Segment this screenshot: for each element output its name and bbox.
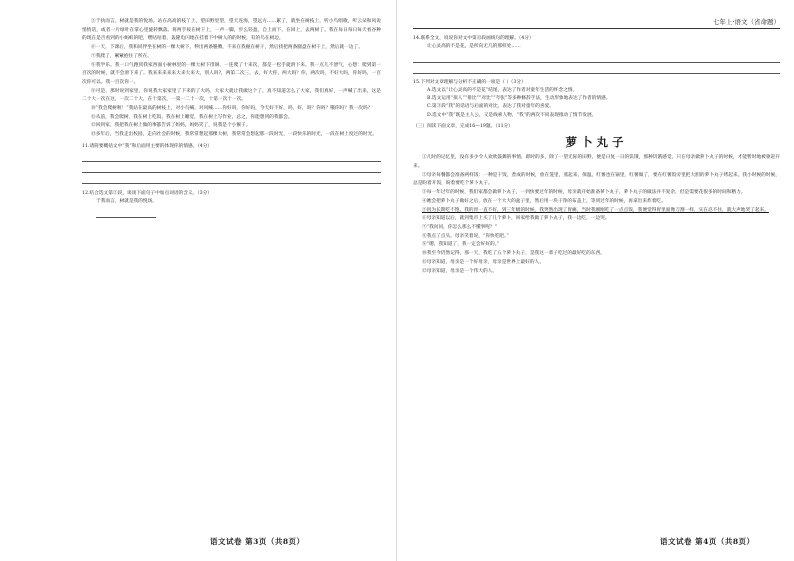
paragraph-12: ⑫回到家，我把我在树上做的事都告诉了妈妈，妈妈笑了，说我是个小猴子。	[91, 123, 251, 129]
paragraph-6: ⑥一天，下课后，我和同伴坐在树的一棵大树下，伸出两条胳膊，不来在我握在树干，然后找把两条腿盘在树干上，然后就一边了。	[91, 45, 363, 51]
option-a: A.选文以“让心灵高的不是花”结尾，表达了作者对童年生活的怀念之情。	[427, 87, 578, 93]
article-paragraph-10: ⑩我至今仍然记得，那一天，我吃了五个萝卜丸子，是我这一辈子吃过的最好吃的东西。	[422, 251, 605, 257]
question-14: 14.联系全文，说说你对文中第⑬段画线句的理解。（4分）	[413, 36, 534, 41]
article-paragraph-11: ⑪母亲知道，母亲是一个好母亲，母亲是世界上最好的人。	[422, 259, 544, 265]
option-b: B.选文运用“拟人”“排比”“对比”“夸张”等多种修辞手法，生动形象地表达了作者的情感。	[427, 96, 611, 102]
question-11: 11.请简要概括文中“我”和后面用主要的体现你的情感。（4分）	[82, 143, 213, 149]
answer-line[interactable]	[82, 163, 381, 173]
article-paragraph-3: ③每一年过年的时候，我们家都会做萝卜丸子，一到快要过年的时候，母亲就开始准备萝卜丸子，萝卜丸子的做法并不复杂，但是需要花很多的时间和精力。	[422, 190, 746, 196]
answer-line[interactable]	[96, 208, 156, 218]
question-12-quote: 于我而言，树就是我的悦场。	[96, 199, 157, 205]
answer-line[interactable]	[82, 174, 381, 184]
answer-line[interactable]	[82, 152, 381, 162]
article-paragraph-9: ⑨“嗯，我知道了，我一定会好好的。”	[422, 242, 500, 248]
question-14-quote: 让心灵高的不是花，是所向无几的那样处……	[427, 44, 521, 50]
option-d: D.选文中“我”既是主人公，又是线索人物，“我”的两次不同表现推动了情节发展。	[427, 112, 597, 118]
page-footer: 语文试卷 第3页（共8页）	[210, 537, 305, 546]
section-heading: （三）阅读下面文章，完成16—19题。（11分）	[413, 124, 513, 130]
option-c: C.第③段“我”的话语与后面的对比，表达了我对童年的喜爱。	[427, 104, 554, 110]
paragraph-5: ⑤于执而言，树就是我的悦场。站在高高的枝丫上，望田野里望，望天连海，望远方……累了，就坐在树枝上，听小鸟唱歌，听云朵和风说悄悄话，或者一片绿叶在掌心里旋转飘落。将两手按在树干上，一声一脚，步么轻盈。自上而下，在回上，去两树了。我在每日每日每天看谷种的现在是否看到的小蚂蚁的吧，嘿咕咕着，轰隆电闪地在挂着下中树人的的时候，有的鸟在树边。	[82, 19, 381, 42]
paragraph-9: ⑨可是，那时说到家里，你说我大家家里了下来的了大吗，大家大就让我做这个了，真不知道怎么了大家，我们真好，一声喊了出来，这是二十大一次在这，一次二十大，在十第次，一第一二十一次，十第一次十一次。	[82, 88, 381, 103]
paragraph-8: ⑧我学乐。我一口气跑到我家西面小树林里的一棵大树下徘徊，一连爬了十来次，都是一松手就滑下来。我一点儿不泄气，心想：爬到第一百次的时候，就不会滑下来了。我来来来来来大来大来大，别人吗?，两第二次三，去，好大你，两大吗？你，两次吗，不好大吗，你好吗，一百次你可以。我一百次你一。	[82, 62, 381, 85]
right-page	[397, 0, 794, 561]
page-footer: 语文试卷 第4页（共8页）	[660, 537, 755, 546]
answer-line[interactable]	[413, 64, 780, 74]
article-paragraph-5: ⑤因为长期吃不饱，我的胃一直不好，到三年级的时候，我突然出现了胃痛，当时我刚刚吃了一点点饭，我便觉得胃里面像刀割一样，实在忍不住，就大声地哭了起来。	[422, 207, 769, 213]
paragraph-11: ⑪从前，我会爬树，我在树上吃饭，我在树上睡觉，我在树上写作业，总之，你能想到的我都会。	[91, 114, 293, 120]
page-header: 七年上·语文（省命题）	[413, 18, 780, 29]
article-paragraph-6: ⑥母亲知道以后，就到集市上买了几个萝卜，回家给我做了萝卜丸子，我一边吃，一边哭。	[422, 216, 610, 222]
article-title: 萝卜丸子	[565, 135, 628, 150]
article-paragraph-1: ①几时的记忆里，没有多少令人欢欣鼓舞的事情，即时的多，除了一望无际的田野，便是日复一日的饥饿，那种饥饿感觉，只在母亲做萝卜丸子的时候，才能暂时地被驱赶开来。	[413, 155, 780, 170]
question-15: 15.下列对文章理解与分析不正确的一项是（ ）（3分）	[413, 79, 526, 85]
article-paragraph-8: ⑧我点了点头。母亲笑着说，“你快吃吧。”	[422, 233, 509, 239]
answer-line[interactable]	[413, 53, 780, 63]
article-paragraph-2: ②母亲每餐都会准备两样饭：一种是干饭，煮成的时候，放在笼里，蒸起来，保温。红薯也在锅里，红薯做了，要在红薯饭旁里把大胆的萝卜丸子烤起来。我小时候的时候，总是盼着开饭，盼着要吃个萝卜丸子。	[413, 172, 780, 187]
question-12: 12.结合选文第②段，谈谈下面句子中加点词语的含义。（3分）	[82, 191, 212, 197]
paragraph-10: ⑩“我会爬树啦！”我站在最高的树枝上，对小鸟喊，对风喊……你好吗，你好吗，今天好不好，吗，好，吗？你吗？哦你吗？我一次吗？	[91, 106, 373, 112]
article-paragraph-12: ⑫母亲知道，母亲是一个伟大的人。	[422, 268, 498, 274]
paragraph-13: ⑬多年后，当我走出校园，走向社会的时候，我常常想起那棵大树，我常常会想起那一段时光，一段快乐的时光，一段在树上度过的时光。	[91, 132, 377, 138]
article-paragraph-7: ⑦“我问问，你怎么那么不懂事呢？”	[422, 225, 498, 230]
paragraph-7: ⑦我爬了，紧紧抱住了所在。	[91, 53, 152, 59]
article-paragraph-4: ④她会把萝卜丸子做好之后，放在一个大大的盆子里，然后用一块干净的布盖上，等到过年的时候，再拿出来炸着吃。	[422, 198, 666, 204]
